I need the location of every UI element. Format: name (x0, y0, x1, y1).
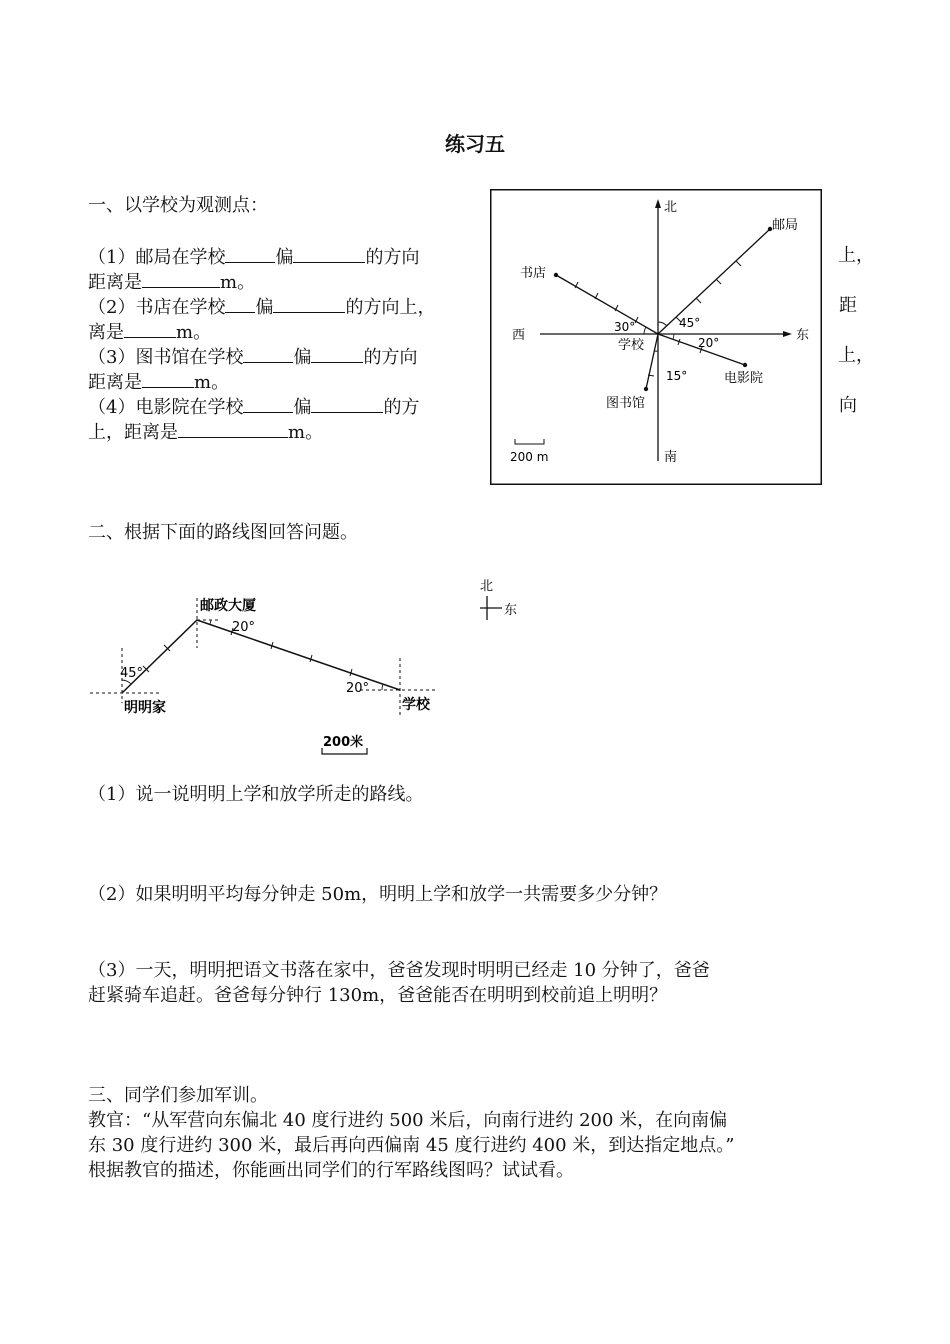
route-compass-north: 北 (480, 579, 494, 594)
map1-arc-20 (673, 334, 674, 339)
section3-line1: 教官：“从军营向东偏北 40 度行进约 500 米后，向南行进约 200 米，在向南偏 (88, 1110, 728, 1131)
direction-map-1 (490, 189, 822, 485)
section3-line3: 根据教官的描述，你能画出同学们的行军路线图吗？试试看。 (88, 1160, 574, 1181)
q1-text-c: 的方向 (365, 247, 420, 268)
q2-tail: 距 (839, 295, 857, 316)
map1-point-bookstore (554, 273, 558, 277)
q2-text-c: 的方向上， (345, 297, 436, 318)
q4-line1 (88, 393, 419, 420)
q1-tail: 上， (838, 245, 874, 266)
q2-line1 (88, 293, 435, 320)
q3-blank-1[interactable] (243, 343, 293, 363)
q2-blank-1[interactable] (225, 293, 255, 313)
route-scale-label: 200米 (323, 735, 364, 750)
map1-arc-45 (658, 322, 667, 326)
map1-label-school: 学校 (618, 338, 645, 353)
route-map (80, 568, 540, 763)
map1-label-bookstore: 书店 (520, 266, 547, 281)
route-label-home: 明明家 (124, 700, 166, 716)
map1-frame (491, 190, 822, 485)
map1-angle-15: 15° (666, 369, 688, 383)
q2-blank-2[interactable] (273, 293, 345, 313)
map1-point-library (644, 387, 648, 391)
q3-tail: 上， (838, 345, 874, 366)
route-label-school: 学校 (402, 697, 430, 713)
q1-blank-1[interactable] (225, 243, 275, 263)
q1-text-d: 距离是 (88, 272, 142, 293)
q4-line2 (88, 418, 323, 445)
map1-label-east: 东 (796, 328, 810, 343)
map1-ray-post-office (658, 229, 770, 334)
route-angle-20b: 20° (346, 681, 370, 696)
map1-scale-label: 200 m (510, 450, 549, 464)
q3-text-d: 距离是 (88, 372, 142, 393)
map1-north-arrow-icon (655, 199, 661, 208)
q4-text-d: 上，距离是 (88, 422, 178, 443)
q3-blank-3[interactable] (142, 368, 194, 388)
q3-text-c: 的方向 (363, 347, 418, 368)
q2-blank-3[interactable] (124, 318, 176, 338)
route-ticks (143, 628, 352, 676)
q4-blank-2[interactable] (311, 393, 383, 413)
q1-text-b: 偏 (275, 247, 294, 268)
route-angle-45: 45° (120, 666, 144, 681)
section2-q3-line1: （3）一天，明明把语文书落在家中，爸爸发现时明明已经走 10 分钟了，爸爸 (88, 960, 710, 981)
section2-heading: 二、根据下面的路线图回答问题。 (88, 522, 358, 543)
q4-text-e: m。 (288, 422, 324, 443)
q3-line1 (88, 343, 417, 370)
q4-blank-3[interactable] (178, 418, 288, 438)
q4-text-c: 的方 (383, 397, 420, 418)
q1-line2 (88, 268, 255, 295)
map1-label-west: 西 (512, 328, 526, 343)
route-label-post-building: 邮政大厦 (200, 598, 256, 614)
q4-text-a: （4）电影院在学校 (88, 397, 244, 418)
map1-east-arrow-icon (783, 331, 792, 337)
q3-blank-2[interactable] (311, 343, 363, 363)
q1-line1 (88, 243, 419, 270)
q1-text-a: （1）邮局在学校 (88, 247, 226, 268)
q1-blank-3[interactable] (142, 268, 220, 288)
map1-label-north: 北 (664, 200, 678, 215)
section2-q3-line2: 赶紧骑车追赶。爸爸每分钟行 130m，爸爸能否在明明到校前追上明明？ (88, 985, 668, 1006)
section2-q2: （2）如果明明平均每分钟走 50m，明明上学和放学一共需要多少分钟？ (88, 884, 668, 905)
q1-text-e: m。 (220, 272, 256, 293)
route-compass-east: 东 (504, 603, 518, 618)
q4-tail: 向 (839, 395, 857, 416)
map1-angle-20: 20° (698, 336, 720, 350)
q2-text-b: 偏 (255, 297, 274, 318)
q2-text-d: 离是 (88, 322, 124, 343)
map1-label-library: 图书馆 (606, 396, 646, 411)
q4-blank-1[interactable] (243, 393, 293, 413)
map1-point-cinema (743, 363, 747, 367)
q3-line2 (88, 368, 229, 395)
q2-text-a: （2）书店在学校 (88, 297, 226, 318)
map1-ray-bookstore (556, 275, 658, 334)
map1-label-cinema: 电影院 (724, 371, 764, 386)
q3-text-e: m。 (194, 372, 230, 393)
map1-scale-bar (515, 439, 544, 444)
q4-text-b: 偏 (293, 397, 312, 418)
map1-angle-45: 45° (679, 316, 701, 330)
route-arc-20a (210, 620, 211, 624)
q3-text-a: （3）图书馆在学校 (88, 347, 244, 368)
map1-angle-30: 30° (614, 320, 636, 334)
q2-line2 (88, 318, 211, 345)
section3-heading: 三、同学们参加军训。 (88, 1085, 268, 1106)
map1-label-post-office: 邮局 (772, 218, 799, 233)
route-angle-20a: 20° (232, 620, 256, 635)
q1-blank-2[interactable] (293, 243, 365, 263)
section1-heading: 一、以学校为观测点： (88, 195, 268, 216)
page-title: 练习五 (445, 132, 505, 156)
q2-text-e: m。 (176, 322, 212, 343)
q3-text-b: 偏 (293, 347, 312, 368)
route-arc-20b (382, 684, 383, 690)
map1-ray-library (646, 334, 658, 389)
map1-label-south: 南 (664, 450, 678, 465)
section2-q1: （1）说一说明明上学和放学所走的路线。 (88, 784, 424, 805)
map1-arc-30 (644, 327, 646, 334)
map1-ticks-post-office (676, 261, 741, 322)
section3-line2: 东 30 度行进约 300 米，最后再向西偏南 45 度行进约 400 米，到达指定地点。” (88, 1135, 735, 1156)
